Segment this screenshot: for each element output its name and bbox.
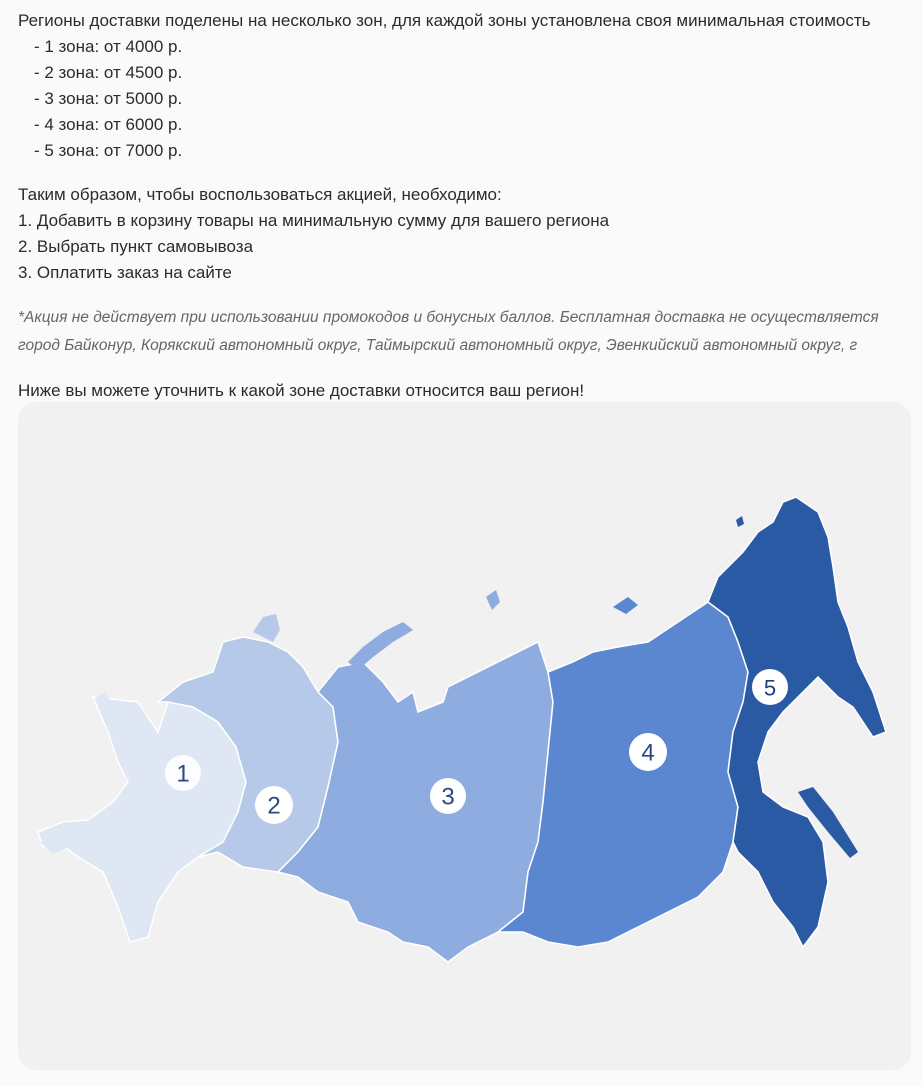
delivery-zones-map xyxy=(18,402,911,1070)
new-siberian-islands xyxy=(613,597,638,614)
zone-1-label: 1 xyxy=(176,760,190,788)
zone-5-price: - 5 зона: от 7000 р. xyxy=(34,141,183,160)
severnaya-zemlya-island xyxy=(486,590,500,610)
zone-1-region[interactable] xyxy=(38,697,246,942)
zone-3-price: - 3 зона: от 5000 р. xyxy=(34,89,183,108)
zone-3-badge xyxy=(430,778,466,814)
steps-title: Таким образом, чтобы воспользоваться акцией, необходимо: xyxy=(18,185,502,204)
russia-map-svg xyxy=(18,402,911,1070)
step-2: 2. Выбрать пункт самовывоза xyxy=(18,237,254,256)
zone-5-badge xyxy=(752,669,788,705)
zone-1-badge xyxy=(165,755,201,791)
zone-4-label: 4 xyxy=(641,739,655,767)
zone-3-label: 3 xyxy=(441,783,455,811)
step-1: 1. Добавить в корзину товары на минимальную сумму для вашего региона xyxy=(18,211,610,230)
intro-text: Регионы доставки поделены на несколько зон, для каждой зоны установлена своя минимальная стоимость xyxy=(18,11,871,30)
delivery-info-text xyxy=(18,8,923,404)
zone-2-label: 2 xyxy=(267,792,281,820)
zone-2-price: - 2 зона: от 4500 р. xyxy=(34,63,183,82)
zone-1-price: - 1 зона: от 4000 р. xyxy=(34,37,183,56)
zone-5-label: 5 xyxy=(763,675,777,701)
zone-4-price: - 4 зона: от 6000 р. xyxy=(34,115,183,134)
kola-peninsula xyxy=(253,614,280,642)
novaya-zemlya-island xyxy=(348,622,413,670)
map-caption: Ниже вы можете уточнить к какой зоне доставки относится ваш регион! xyxy=(18,381,585,400)
promo-note-line-1: *Акция не действует при использовании промокодов и бонусных баллов. Бесплатная доставка не осуществляется xyxy=(18,309,879,326)
promo-note-line-2: город Байконур, Корякский автономный округ, Таймырский автономный округ, Эвенкийский автономный округ, г xyxy=(18,337,858,354)
wrangel-island xyxy=(736,516,744,527)
step-3: 3. Оплатить заказ на сайте xyxy=(18,263,232,282)
zone-4-badge xyxy=(629,733,667,771)
zone-2-badge xyxy=(255,786,293,824)
